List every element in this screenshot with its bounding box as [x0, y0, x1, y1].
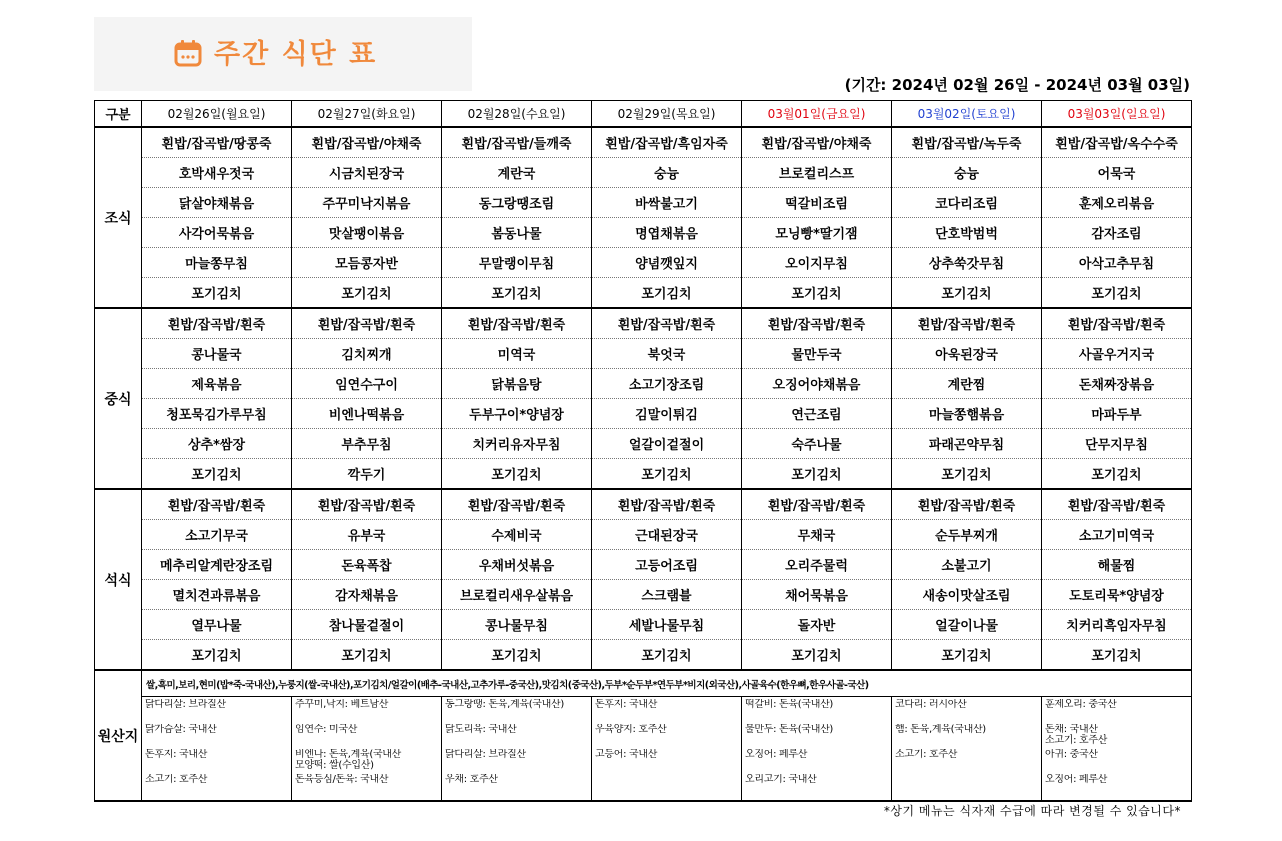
menu-item: 맛살팽이볶음: [292, 218, 442, 248]
origin-entry: 주꾸미,낙지: 베트남산: [295, 699, 389, 710]
menu-item: 해물찜: [1042, 550, 1192, 580]
menu-item: 세발나물무침: [592, 610, 742, 640]
menu-item: 두부구이*양념장: [442, 399, 592, 429]
menu-item: 돌자반: [742, 610, 892, 640]
menu-item: 흰밥/잡곡밥/흑임자죽: [592, 127, 742, 158]
menu-item: 열무나물: [142, 610, 292, 640]
menu-item: 참나물겉절이: [292, 610, 442, 640]
origin-entry: 오징어: 페루산: [745, 749, 808, 760]
menu-item: 메추리알계란장조림: [142, 550, 292, 580]
menu-item: 모듬콩자반: [292, 248, 442, 278]
menu-item: 흰밥/잡곡밥/흰죽: [892, 308, 1042, 339]
menu-item: 브로컬리새우살볶음: [442, 580, 592, 610]
origin-entry: 오리고기: 국내산: [745, 774, 817, 785]
menu-item: 포기김치: [592, 640, 742, 671]
menu-item: 단무지무침: [1042, 429, 1192, 459]
meal-label: 조식: [95, 127, 142, 308]
day-header: 02월28일(수요일): [442, 101, 592, 128]
menu-item: 치커리흑임자무침: [1042, 610, 1192, 640]
menu-item: 깍두기: [292, 459, 442, 490]
menu-item: 미역국: [442, 339, 592, 369]
menu-item: 주꾸미낙지볶음: [292, 188, 442, 218]
menu-item: 흰밥/잡곡밥/흰죽: [292, 308, 442, 339]
menu-item: 물만두국: [742, 339, 892, 369]
menu-item: 코다리조림: [892, 188, 1042, 218]
menu-item: 포기김치: [292, 278, 442, 309]
origin-entry: 닭다리살: 브라질산: [445, 749, 526, 760]
menu-item: 오리주물럭: [742, 550, 892, 580]
origin-entry: 돈후지: 국내산: [595, 699, 658, 710]
menu-item: 치커리유자무침: [442, 429, 592, 459]
menu-item: 흰밥/잡곡밥/흰죽: [742, 308, 892, 339]
menu-item: 흰밥/잡곡밥/흰죽: [292, 489, 442, 520]
menu-item: 포기김치: [592, 278, 742, 309]
origin-entry: 닭가슴살: 국내산: [145, 724, 217, 735]
menu-item: 임연수구이: [292, 369, 442, 399]
menu-item: 포기김치: [442, 278, 592, 309]
origin-entry: 우육양지: 호주산: [595, 724, 667, 735]
menu-item: 무채국: [742, 520, 892, 550]
menu-item: 유부국: [292, 520, 442, 550]
menu-item: 훈제오리볶음: [1042, 188, 1192, 218]
menu-item: 흰밥/잡곡밥/흰죽: [442, 308, 592, 339]
menu-item: 포기김치: [1042, 459, 1192, 490]
menu-item: 돈육폭찹: [292, 550, 442, 580]
menu-item: 오이지무침: [742, 248, 892, 278]
menu-item: 시금치된장국: [292, 158, 442, 188]
origin-entry: 동그랑땡: 돈육,계육(국내산): [445, 699, 564, 710]
menu-item: 채어묵볶음: [742, 580, 892, 610]
menu-item: 소불고기: [892, 550, 1042, 580]
origin-entry: 우채: 호주산: [445, 774, 498, 785]
menu-row: [95, 459, 1192, 490]
origin-entry: 돈육등심/돈육: 국내산: [295, 774, 389, 785]
menu-item: 닭살야채볶음: [142, 188, 292, 218]
menu-item: 상추*쌈장: [142, 429, 292, 459]
calendar-icon: [174, 39, 202, 67]
menu-item: 호박새우젓국: [142, 158, 292, 188]
day-header: 03월02일(토요일): [892, 101, 1042, 128]
origin-entry: 떡갈비: 돈육(국내산): [745, 699, 834, 710]
menu-item: 흰밥/잡곡밥/야채죽: [292, 127, 442, 158]
day-header: 02월26일(월요일): [142, 101, 292, 128]
menu-item: 동그랑땡조림: [442, 188, 592, 218]
menu-item: 흰밥/잡곡밥/흰죽: [592, 308, 742, 339]
origin-entry: 아귀: 중국산: [1045, 749, 1098, 760]
menu-item: 모닝빵*딸기잼: [742, 218, 892, 248]
menu-item: 흰밥/잡곡밥/흰죽: [142, 308, 292, 339]
menu-item: 포기김치: [892, 278, 1042, 309]
menu-item: 감자조림: [1042, 218, 1192, 248]
menu-item: 마늘쫑햄볶음: [892, 399, 1042, 429]
menu-item: 계란국: [442, 158, 592, 188]
menu-item: 김말이튀김: [592, 399, 742, 429]
menu-row: [95, 339, 1192, 369]
origin-detail-row: [95, 697, 1192, 802]
menu-item: 포기김치: [742, 640, 892, 671]
origin-entry: 물만두: 돈육(국내산): [745, 724, 834, 735]
menu-row: [95, 399, 1192, 429]
menu-row: [95, 640, 1192, 671]
menu-item: 포기김치: [892, 640, 1042, 671]
menu-item: 고등어조림: [592, 550, 742, 580]
period-text: (기간: 2024년 02월 26일 - 2024년 03월 03일): [844, 76, 1190, 94]
origin-entry: [895, 774, 1041, 799]
menu-item: 흰밥/잡곡밥/야채죽: [742, 127, 892, 158]
page-title: 주간 식단 표: [214, 39, 378, 70]
origin-entry: 소고기: 호주산: [895, 749, 958, 760]
menu-item: 우채버섯볶음: [442, 550, 592, 580]
origin-entry: 훈제오리: 중국산: [1045, 699, 1117, 710]
menu-row: [95, 308, 1192, 339]
menu-item: 포기김치: [742, 459, 892, 490]
menu-item: 숭늉: [892, 158, 1042, 188]
menu-item: 숭늉: [592, 158, 742, 188]
title-banner: [94, 17, 472, 91]
menu-item: 포기김치: [742, 278, 892, 309]
menu-item: 사각어묵볶음: [142, 218, 292, 248]
menu-item: 수제비국: [442, 520, 592, 550]
menu-item: 흰밥/잡곡밥/흰죽: [1042, 489, 1192, 520]
menu-item: 봄동나물: [442, 218, 592, 248]
origin-entry: 임연수: 미국산: [295, 724, 358, 735]
menu-row: [95, 610, 1192, 640]
day-header: 03월03일(일요일): [1042, 101, 1192, 128]
origin-column: [742, 697, 892, 802]
menu-item: 순두부찌개: [892, 520, 1042, 550]
origin-entry: 오징어: 페루산: [1045, 774, 1108, 785]
origin-entry: 닭도리육: 국내산: [445, 724, 517, 735]
menu-item: 단호박범벅: [892, 218, 1042, 248]
menu-item: 얼갈이나물: [892, 610, 1042, 640]
menu-item: 얼갈이겉절이: [592, 429, 742, 459]
menu-item: 어묵국: [1042, 158, 1192, 188]
menu-row: [95, 550, 1192, 580]
menu-item: 떡갈비조림: [742, 188, 892, 218]
menu-item: 아삭고추무침: [1042, 248, 1192, 278]
menu-row: [95, 188, 1192, 218]
origin-entry: 비엔나: 돈육,계육(국내산 모양떡: 쌀(수입산): [295, 749, 402, 771]
menu-row: [95, 489, 1192, 520]
menu-item: 포기김치: [1042, 640, 1192, 671]
menu-item: 포기김치: [1042, 278, 1192, 309]
menu-item: 사골우거지국: [1042, 339, 1192, 369]
origin-column: [1042, 697, 1192, 802]
menu-item: 스크램블: [592, 580, 742, 610]
menu-item: 흰밥/잡곡밥/흰죽: [592, 489, 742, 520]
menu-item: 양념깻잎지: [592, 248, 742, 278]
menu-row: [95, 580, 1192, 610]
menu-item: 마늘쫑무침: [142, 248, 292, 278]
menu-item: 포기김치: [142, 640, 292, 671]
menu-item: 마파두부: [1042, 399, 1192, 429]
menu-item: 명엽채볶음: [592, 218, 742, 248]
meal-label: 중식: [95, 308, 142, 489]
origin-column: [442, 697, 592, 802]
menu-row: [95, 278, 1192, 309]
menu-item: 콩나물국: [142, 339, 292, 369]
menu-row: [95, 520, 1192, 550]
menu-item: 포기김치: [292, 640, 442, 671]
origin-entry: 고등어: 국내산: [595, 749, 658, 760]
menu-item: 포기김치: [442, 459, 592, 490]
day-header: 02월29일(목요일): [592, 101, 742, 128]
menu-item: 제육볶음: [142, 369, 292, 399]
menu-item: 돈채짜장볶음: [1042, 369, 1192, 399]
menu-row: [95, 369, 1192, 399]
menu-item: 청포묵김가루무침: [142, 399, 292, 429]
origin-summary: 쌀,흑미,보리,현미(밥*죽-국내산),누룽지(쌀-국내산),포기김치/얼갈이(배추-국내산,고추가루-중국산),맛김치(중국산),두부*순두부*연두부*비지(외국산),사골육수(한우뼈,한우사골-국산): [142, 670, 1192, 697]
header-label: 구분: [95, 101, 142, 128]
origin-entry: [595, 774, 741, 799]
menu-item: 소고기장조림: [592, 369, 742, 399]
menu-row: [95, 218, 1192, 248]
origin-entry: 돈후지: 국내산: [145, 749, 208, 760]
menu-item: 연근조림: [742, 399, 892, 429]
menu-item: 소고기무국: [142, 520, 292, 550]
origin-entry: 닭다리살: 브라질산: [145, 699, 226, 710]
menu-item: 흰밥/잡곡밥/흰죽: [742, 489, 892, 520]
menu-item: 아욱된장국: [892, 339, 1042, 369]
origin-column: [892, 697, 1042, 802]
menu-item: 비엔나떡볶음: [292, 399, 442, 429]
menu-item: 새송이맛살조림: [892, 580, 1042, 610]
menu-item: 포기김치: [442, 640, 592, 671]
origin-column: [292, 697, 442, 802]
menu-item: 흰밥/잡곡밥/흰죽: [1042, 308, 1192, 339]
menu-item: 닭볶음탕: [442, 369, 592, 399]
menu-item: 흰밥/잡곡밥/옥수수죽: [1042, 127, 1192, 158]
day-header: 02월27일(화요일): [292, 101, 442, 128]
menu-item: 북엇국: [592, 339, 742, 369]
menu-item: 멸치견과류볶음: [142, 580, 292, 610]
menu-item: 흰밥/잡곡밥/흰죽: [892, 489, 1042, 520]
menu-item: 상추쑥갓무침: [892, 248, 1042, 278]
menu-item: 포기김치: [592, 459, 742, 490]
day-header: 03월01일(금요일): [742, 101, 892, 128]
menu-table: [94, 100, 1192, 802]
menu-item: 근대된장국: [592, 520, 742, 550]
menu-item: 계란찜: [892, 369, 1042, 399]
menu-row: [95, 127, 1192, 158]
menu-item: 흰밥/잡곡밥/녹두죽: [892, 127, 1042, 158]
origin-column: [592, 697, 742, 802]
menu-item: 소고기미역국: [1042, 520, 1192, 550]
menu-item: 바싹불고기: [592, 188, 742, 218]
menu-item: 오징어야채볶음: [742, 369, 892, 399]
menu-row: [95, 158, 1192, 188]
origin-label: 원산지: [95, 670, 142, 801]
origin-entry: 돈채: 국내산 소고기: 호주산: [1045, 724, 1108, 746]
menu-item: 김치찌개: [292, 339, 442, 369]
menu-item: 콩나물무침: [442, 610, 592, 640]
origin-summary-row: [95, 670, 1192, 697]
menu-item: 부추무침: [292, 429, 442, 459]
menu-row: [95, 429, 1192, 459]
menu-row: [95, 248, 1192, 278]
menu-item: 포기김치: [142, 278, 292, 309]
footnote: *상기 메뉴는 식자재 수급에 따라 변경될 수 있습니다*: [883, 804, 1181, 818]
meal-label: 석식: [95, 489, 142, 670]
origin-entry: 햄: 돈육,계육(국내산): [895, 724, 986, 735]
origin-entry: 소고기: 호주산: [145, 774, 208, 785]
menu-item: 도토리묵*양념장: [1042, 580, 1192, 610]
menu-body: [95, 127, 1192, 801]
menu-item: 숙주나물: [742, 429, 892, 459]
origin-column: [142, 697, 292, 802]
origin-entry: 코다리: 러시아산: [895, 699, 967, 710]
header-row: [95, 101, 1192, 128]
menu-item: 포기김치: [142, 459, 292, 490]
menu-item: 파래곤약무침: [892, 429, 1042, 459]
menu-item: 흰밥/잡곡밥/흰죽: [442, 489, 592, 520]
menu-item: 흰밥/잡곡밥/들깨죽: [442, 127, 592, 158]
menu-item: 흰밥/잡곡밥/땅콩죽: [142, 127, 292, 158]
menu-item: 브로컬리스프: [742, 158, 892, 188]
menu-item: 흰밥/잡곡밥/흰죽: [142, 489, 292, 520]
menu-item: 포기김치: [892, 459, 1042, 490]
menu-item: 무말랭이무침: [442, 248, 592, 278]
menu-item: 감자채볶음: [292, 580, 442, 610]
